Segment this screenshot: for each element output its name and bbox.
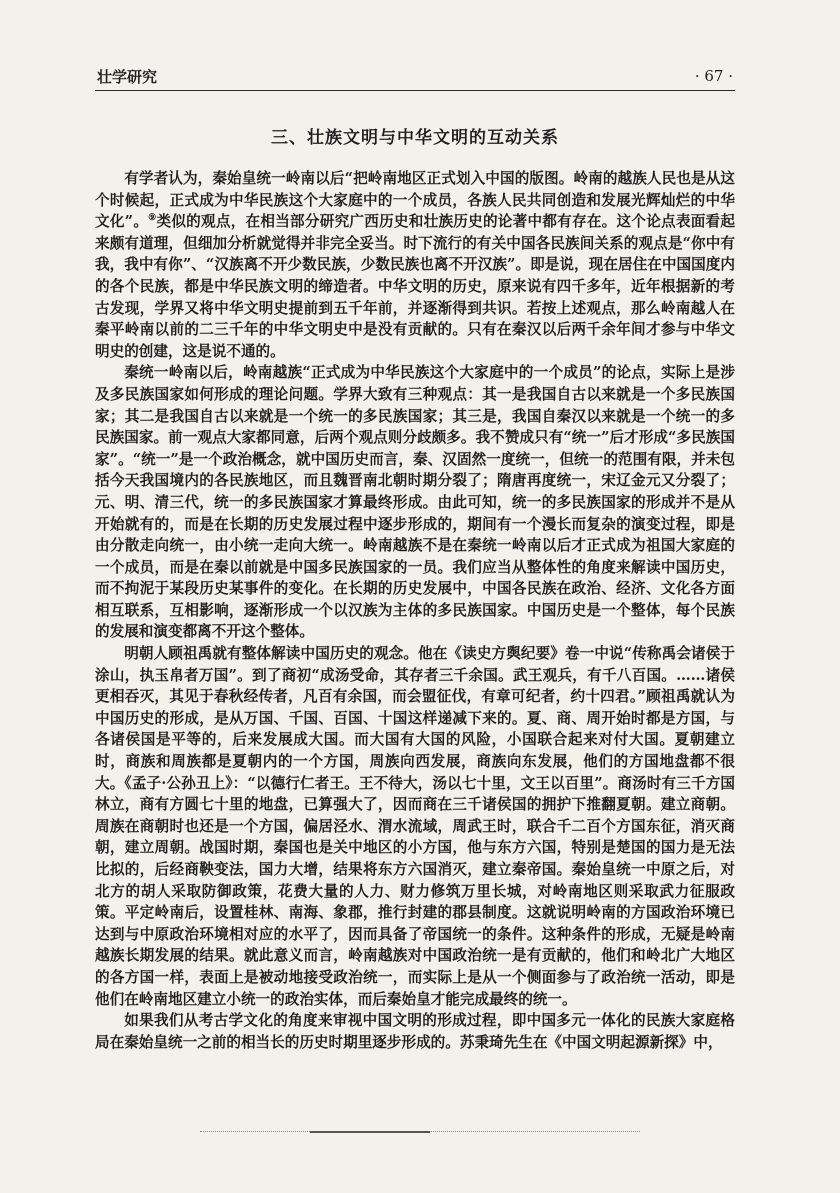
paragraph-2: 秦统一岭南以后，岭南越族“正式成为中华民族这个大家庭中的一个成员”的论点，实际上是涉及多民族国家如何形成的理论问题。学界大致有三种观点：其一是我国自古以来就是一个多民族国家；其二是我国自古以来就是一个统一的多民族国家；其三是，我国自秦汉以来就是一个统一的多民族国家。前一观点大家都同意，后两个观点则分歧颇多。我不赞成只有“统一”后才形成“多民族国家”。“统一”是一个政治概念，就中国历史而言，秦、汉固然一度统一，但统一的范围有限，并未包括今天我国境内的各民族地区，而且魏晋南北朝时期分裂了；隋唐再度统一，宋辽金元又分裂了；元、明、清三代，统一的多民族国家才算最终形成。由此可知，统一的多民族国家的形成并不是从开始就有的，而是在长期的历史发展过程中逐步形成的，期间有一个漫长而复杂的演变过程，即是由分散走向统一，由小统一走向大统一。岭南越族不是在秦统一岭南以后才正式成为祖国大家庭的一个成员，而是在秦以前就是中国多民族国家的一员。我们应当从整体性的角度来解读中国历史，而不拘泥于某段历史某事件的变化。在长期的历史发展中，中国各民族在政治、经济、文化各方面相互联系，互相影响，逐渐形成一个以汉族为主体的多民族国家。中国历史是一个整体，每个民族的发展和演变都离不开这个整体。 <box>95 364 735 641</box>
footer-rule <box>310 1131 430 1133</box>
paragraph-4: 如果我们从考古学文化的角度来审视中国文明的形成过程，即中国多元一体化的民族大家庭格局在秦始皇统一之前的相当长的历史时期里逐步形成的。苏秉琦先生在《中国文明起源新探》中， <box>95 1012 735 1051</box>
footnote-marker: ⑨ <box>148 213 157 224</box>
section-title: 三、壮族文明与中华文明的互动关系 <box>271 128 559 148</box>
page-number: · 67 · <box>694 67 733 85</box>
paragraph-1 <box>95 168 735 362</box>
paragraph-1-text-a: 有学者认为，秦始皇统一岭南以后“把岭南地区正式划入中国的版图。岭南的越族人民也是从这个时候起，正式成为中华民族这个大家庭中的一个成员，各族人民共同创造和发展光辉灿烂的中华文化”。 <box>95 170 735 231</box>
paragraph-1-text-b: 类似的观点，在相当部分研究广西历史和壮族历史的论著中都有存在。这个论点表面看起来颇有道理，但细加分析就觉得并非完全妥当。时下流行的有关中国各民族间关系的观点是“你中有我，我中有你”、“汉族离不开少数民族，少数民族也离不开汉族”。即是说，现在居住在中国国度内的各个民族，都是中华民族文明的缔造者。中华文明的历史，原来说有四千多年，近年根据新的考古发现，学界又将中华文明史提前到五千年前，并逐渐得到共识。若按上述观点，那么岭南越人在秦平岭南以前的二三千年的中华文明史中是没有贡献的。只有在秦汉以后两千余年间才参与中华文明史的创建，这是说不通的。 <box>95 213 735 360</box>
body-text <box>95 168 735 1053</box>
paragraph-3: 明朝人顾祖禹就有整体解读中国历史的观念。他在《读史方舆纪要》卷一中说“传称禹会诸侯于涂山，执玉帛者万国”。到了商初“成汤受命，其存者三千余国。武王观兵，有千八百国。……诸侯更相吞灭，其见于春秋经传者，凡百有余国，而会盟征伐，有章可纪者，约十四君。”顾祖禹就认为中国历史的形成，是从万国、千国、百国、十国这样递减下来的。夏、商、周开始时都是方国，与各诸侯国是平等的，后来发展成大国。而大国有大国的风险，小国联合起来对付大国。夏朝建立时，商族和周族都是夏朝内的一个方国，周族向西发展，商族向东发展，他们的方国地盘都不很大。《孟子·公孙丑上》：“以德行仁者王。王不待大，汤以七十里，文王以百里”。商汤时有三千方国林立，商有方圆七十里的地盘，已算强大了，因而商在三千诸侯国的拥护下推翻夏朝。建立商朝。周族在商朝时也还是一个方国，偏居泾水、渭水流域，周武王时，联合千二百个方国东征，消灭商朝，建立周朝。战国时期，秦国也是关中地区的小方国，他与东方六国，特别是楚国的国力是无法比拟的，后经商鞅变法，国力大增，结果将东方六国消灭，建立秦帝国。秦始皇统一中原之后，对北方的胡人采取防御政策，花费大量的人力、财力修筑万里长城，对岭南地区则采取武力征服政策。平定岭南后，设置桂林、南海、象郡，推行封建的郡县制度。这就说明岭南的方国政治环境已达到与中原政治环境相对应的水平了，因而具备了帝国统一的条件。这种条件的形成，无疑是岭南越族长期发展的结果。就此意义而言，岭南越族对中国政治统一是有贡献的，他们和岭北广大地区的各方国一样，表面上是被动地接受政治统一，而实际上是从一个侧面参与了政治统一活动，即是他们在岭南地区建立小统一的政治实体，而后秦始皇才能完成最终的统一。 <box>95 645 735 1008</box>
journal-name: 壮学研究 <box>97 68 158 86</box>
running-header <box>95 64 735 91</box>
